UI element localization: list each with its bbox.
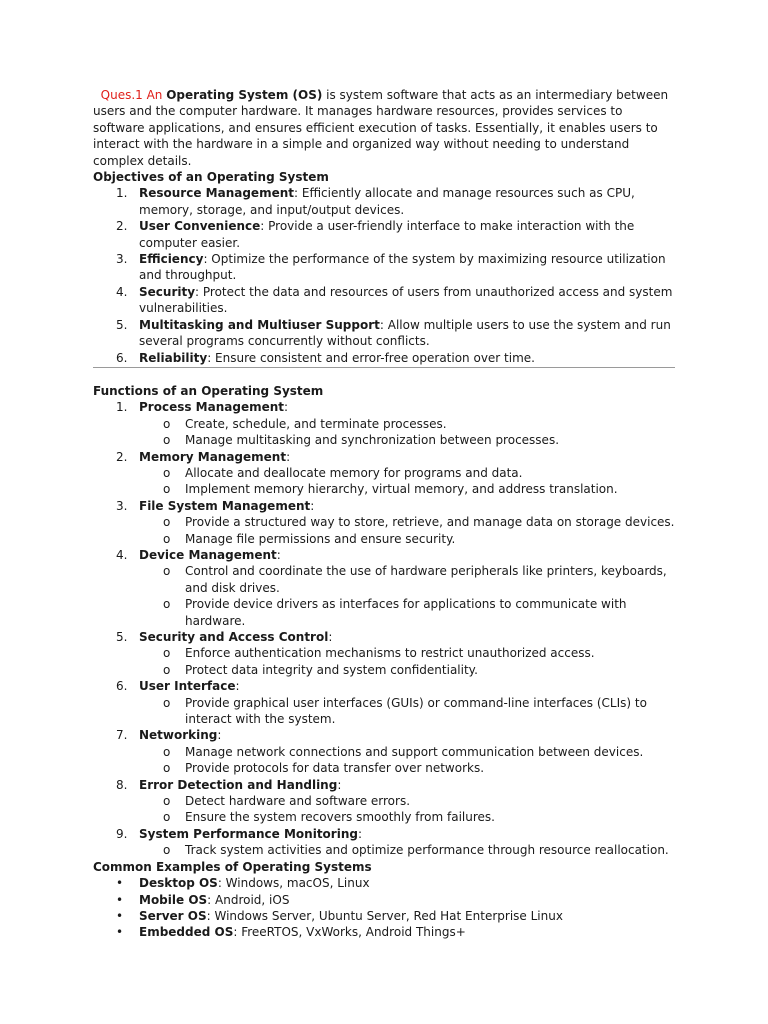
function-number: 1. bbox=[116, 400, 128, 415]
function-subitem bbox=[93, 744, 675, 760]
function-colon: : bbox=[328, 630, 333, 644]
objective-text: : Ensure consistent and error-free operation over time. bbox=[207, 350, 535, 365]
example-title: Embedded OS bbox=[139, 925, 234, 940]
function-colon: : bbox=[235, 679, 240, 694]
function-subitem-text: Detect hardware and software errors. bbox=[185, 794, 411, 809]
function-subitem bbox=[93, 432, 675, 448]
function-subitem bbox=[93, 695, 675, 728]
sub-bullet-icon: o bbox=[163, 662, 171, 677]
objective-title: Reliability bbox=[139, 350, 208, 365]
intro-text: is system software that acts as an intermediary between users and the computer hardware. It manages hardware resources, provides services to software applications, and ensures efficient execution of tasks. Essentially, it enables users to interact with the hardware in a simple and organized way without needing to understand complex details. bbox=[93, 88, 669, 168]
function-colon: : bbox=[310, 498, 315, 513]
function-item bbox=[93, 449, 675, 498]
sub-bullet-icon: o bbox=[163, 416, 171, 431]
sub-bullet-icon: o bbox=[163, 695, 171, 710]
sub-bullet-icon: o bbox=[163, 646, 171, 661]
example-item bbox=[93, 892, 675, 908]
function-number: 3. bbox=[116, 498, 128, 513]
sub-bullet-icon: o bbox=[163, 843, 171, 858]
objective-item bbox=[93, 284, 675, 317]
sub-bullet-icon: o bbox=[163, 744, 171, 759]
functions-heading: Functions of an Operating System bbox=[93, 383, 324, 398]
objective-item bbox=[93, 251, 675, 284]
document-page bbox=[93, 87, 675, 941]
example-item bbox=[93, 875, 675, 891]
function-subitem bbox=[93, 596, 675, 629]
function-sublist bbox=[139, 744, 675, 777]
function-subitem-text: Protect data integrity and system confidentiality. bbox=[185, 662, 478, 677]
function-sublist bbox=[139, 793, 675, 826]
function-colon: : bbox=[286, 449, 291, 464]
function-subitem bbox=[93, 531, 675, 547]
examples-heading: Common Examples of Operating Systems bbox=[93, 859, 372, 874]
function-title: Networking bbox=[139, 728, 218, 743]
sub-bullet-icon: o bbox=[163, 515, 171, 530]
function-title: Error Detection and Handling bbox=[139, 777, 338, 792]
function-subitem-text: Implement memory hierarchy, virtual memory, and address translation. bbox=[185, 482, 618, 497]
objective-text: : Provide a user-friendly interface to make interaction with the computer easier. bbox=[139, 219, 635, 250]
objective-number: 1. bbox=[116, 186, 128, 201]
function-number: 8. bbox=[116, 777, 128, 792]
objective-text: : Efficiently allocate and manage resources such as CPU, memory, storage, and input/output devices. bbox=[139, 186, 635, 217]
question-label: Ques.1 An bbox=[100, 88, 163, 102]
function-subitem-text: Provide protocols for data transfer over networks. bbox=[185, 761, 485, 776]
function-subitem bbox=[93, 645, 675, 661]
function-title: System Performance Monitoring bbox=[139, 826, 358, 841]
objective-number: 3. bbox=[116, 252, 128, 267]
function-colon: : bbox=[337, 777, 342, 792]
function-number: 7. bbox=[116, 728, 128, 743]
function-title: File System Management bbox=[139, 498, 311, 513]
function-subitem bbox=[93, 481, 675, 497]
function-sublist bbox=[139, 842, 675, 858]
function-subitem-text: Manage network connections and support communication between devices. bbox=[185, 744, 644, 759]
bullet-icon: • bbox=[116, 876, 124, 891]
function-colon: : bbox=[284, 400, 289, 415]
objective-number: 6. bbox=[116, 350, 128, 365]
sub-bullet-icon: o bbox=[163, 465, 171, 480]
function-item bbox=[93, 629, 675, 678]
intro-term: Operating System (OS) bbox=[166, 88, 323, 102]
function-subitem bbox=[93, 809, 675, 825]
objective-item bbox=[93, 350, 675, 366]
function-subitem-text: Provide graphical user interfaces (GUIs) or command-line interfaces (CLIs) to interact with the system. bbox=[185, 695, 647, 727]
function-title: User Interface bbox=[139, 679, 236, 694]
function-subitem-text: Ensure the system recovers smoothly from failures. bbox=[185, 810, 495, 825]
function-subitem bbox=[93, 842, 675, 858]
function-subitem-text: Create, schedule, and terminate processes. bbox=[185, 416, 447, 431]
functions-list bbox=[93, 399, 675, 858]
objective-number: 2. bbox=[116, 219, 128, 234]
function-subitem-text: Provide a structured way to store, retrieve, and manage data on storage devices. bbox=[185, 515, 675, 530]
objective-text: : Protect the data and resources of users from unauthorized access and system vulnerabilities. bbox=[139, 284, 673, 316]
function-subitem-text: Manage file permissions and ensure security. bbox=[185, 531, 456, 546]
function-subitem bbox=[93, 465, 675, 481]
function-subitem-text: Provide device drivers as interfaces for applications to communicate with hardware. bbox=[185, 597, 627, 628]
sub-bullet-icon: o bbox=[163, 810, 171, 825]
function-colon: : bbox=[217, 728, 222, 743]
objective-title: Multitasking and Multiuser Support bbox=[139, 317, 380, 332]
example-title: Mobile OS bbox=[139, 892, 208, 907]
function-number: 6. bbox=[116, 679, 128, 694]
function-number: 5. bbox=[116, 630, 128, 644]
sub-bullet-icon: o bbox=[163, 761, 171, 776]
example-text: : Windows Server, Ubuntu Server, Red Hat Enterprise Linux bbox=[206, 908, 563, 923]
example-text: : Windows, macOS, Linux bbox=[217, 876, 370, 891]
objectives-heading: Objectives of an Operating System bbox=[93, 170, 329, 185]
example-text: : Android, iOS bbox=[207, 892, 290, 907]
function-item bbox=[93, 727, 675, 776]
function-title: Process Management bbox=[139, 400, 285, 415]
function-subitem-text: Manage multitasking and synchronization between processes. bbox=[185, 433, 560, 448]
objective-number: 5. bbox=[116, 317, 128, 332]
objective-title: Security bbox=[139, 284, 196, 299]
function-item bbox=[93, 678, 675, 727]
function-subitem-text: Control and coordinate the use of hardware peripherals like printers, keyboards, and disk drives. bbox=[185, 564, 667, 595]
function-sublist bbox=[139, 563, 675, 629]
function-number: 9. bbox=[116, 826, 128, 841]
example-title: Server OS bbox=[139, 908, 207, 923]
function-subitem-text: Track system activities and optimize performance through resource reallocation. bbox=[185, 843, 669, 858]
function-title: Memory Management bbox=[139, 449, 287, 464]
function-subitem-text: Enforce authentication mechanisms to restrict unauthorized access. bbox=[185, 646, 595, 661]
function-title: Security and Access Control bbox=[139, 630, 329, 644]
objective-number: 4. bbox=[116, 284, 128, 299]
sub-bullet-icon: o bbox=[163, 531, 171, 546]
bullet-icon: • bbox=[116, 892, 124, 907]
objective-item bbox=[93, 218, 675, 251]
function-subitem-text: Allocate and deallocate memory for programs and data. bbox=[185, 465, 523, 480]
function-colon: : bbox=[357, 826, 363, 841]
objectives-list bbox=[93, 185, 675, 365]
example-item bbox=[93, 924, 675, 940]
example-title: Desktop OS bbox=[139, 876, 218, 891]
function-sublist bbox=[139, 416, 675, 449]
function-sublist bbox=[139, 465, 675, 498]
sub-bullet-icon: o bbox=[163, 597, 171, 612]
function-sublist bbox=[139, 695, 675, 728]
sub-bullet-icon: o bbox=[163, 482, 171, 497]
objective-text: : Optimize the performance of the system by maximizing resource utilization and throughput. bbox=[139, 252, 666, 283]
function-colon: : bbox=[276, 547, 281, 562]
function-subitem bbox=[93, 563, 675, 596]
example-text: : FreeRTOS, VxWorks, Android Things+ bbox=[233, 925, 466, 940]
function-subitem bbox=[93, 793, 675, 809]
function-subitem bbox=[93, 514, 675, 530]
sub-bullet-icon: o bbox=[163, 794, 171, 809]
function-subitem bbox=[93, 662, 675, 678]
intro-paragraph bbox=[93, 87, 675, 169]
objective-title: User Convenience bbox=[139, 219, 261, 234]
horizontal-rule bbox=[93, 367, 675, 368]
objective-title: Efficiency bbox=[139, 252, 204, 267]
function-number: 4. bbox=[116, 547, 128, 562]
example-item bbox=[93, 908, 675, 924]
function-item bbox=[93, 399, 675, 448]
objective-title: Resource Management bbox=[139, 186, 294, 201]
objective-item bbox=[93, 185, 675, 218]
objective-text: : Allow multiple users to use the system and run several programs concurrently without conflicts. bbox=[139, 317, 671, 349]
bullet-icon: • bbox=[116, 925, 124, 940]
examples-list bbox=[93, 875, 675, 941]
function-title: Device Management bbox=[139, 547, 277, 562]
bullet-icon: • bbox=[116, 908, 124, 923]
sub-bullet-icon: o bbox=[163, 564, 171, 579]
sub-bullet-icon: o bbox=[163, 433, 171, 448]
function-item bbox=[93, 498, 675, 547]
function-item bbox=[93, 826, 675, 859]
function-item bbox=[93, 777, 675, 826]
function-sublist bbox=[139, 645, 675, 678]
function-sublist bbox=[139, 514, 675, 547]
objective-item bbox=[93, 317, 675, 350]
function-subitem bbox=[93, 760, 675, 776]
function-item bbox=[93, 547, 675, 629]
function-number: 2. bbox=[116, 449, 128, 464]
function-subitem bbox=[93, 416, 675, 432]
